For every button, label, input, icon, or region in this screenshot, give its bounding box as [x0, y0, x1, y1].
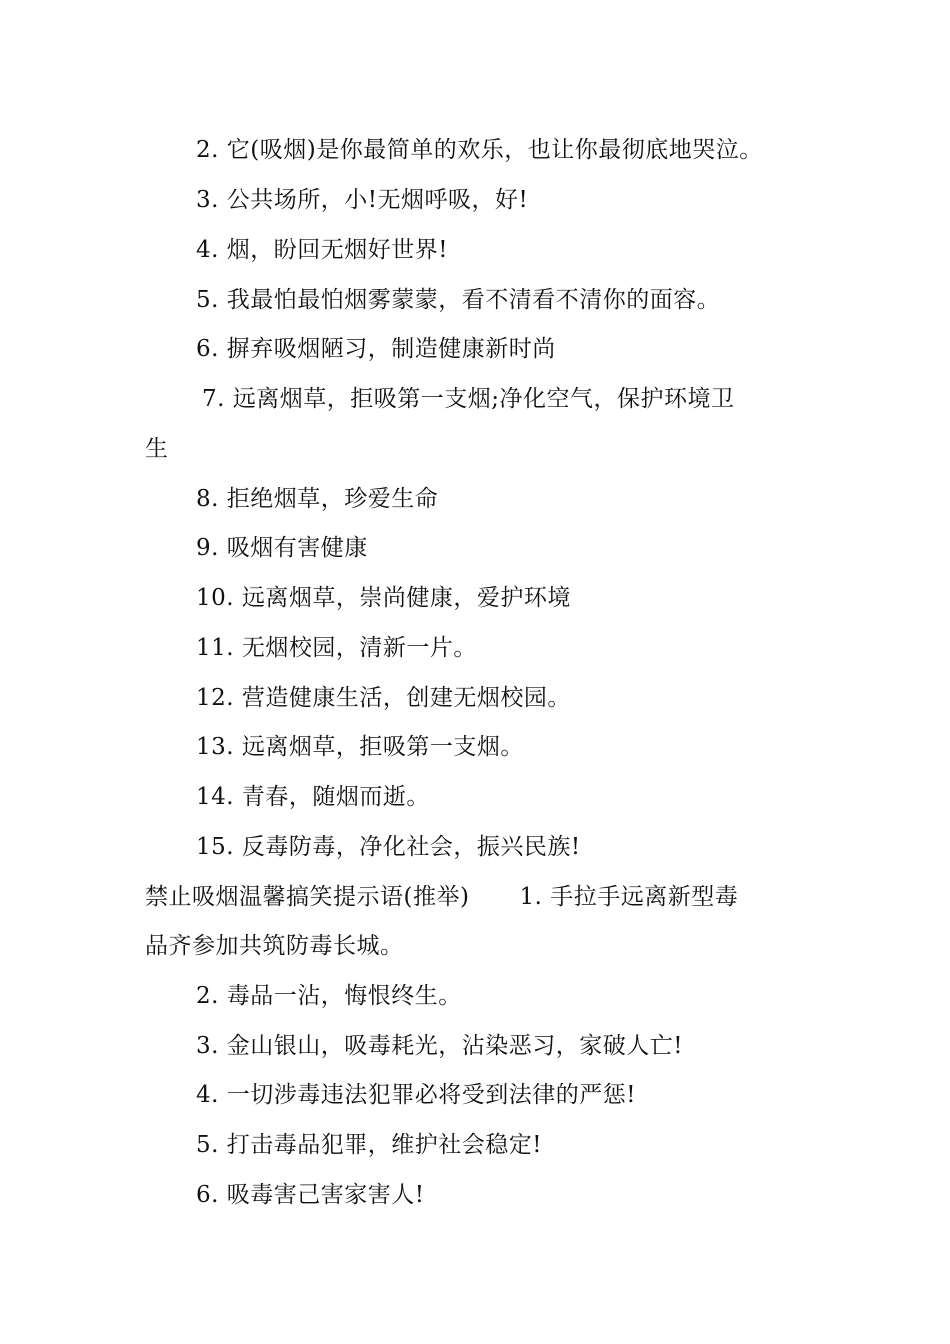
list-item: 2. 它(吸烟)是你最简单的欢乐，也让你最彻底地哭泣。	[196, 137, 763, 163]
list-item: 15. 反毒防毒，净化社会，振兴民族!	[196, 834, 581, 860]
list-item: 8. 拒绝烟草，珍爱生命	[196, 486, 439, 512]
list-item: 5. 打击毒品犯罪，维护社会稳定!	[196, 1132, 542, 1158]
list-item: 11. 无烟校园，清新一片。	[196, 635, 477, 661]
list-item: 7. 远离烟草，拒吸第一支烟;净化空气，保护环境卫	[202, 386, 735, 412]
list-item: 2. 毒品一沾，悔恨终生。	[196, 983, 462, 1009]
list-item: 13. 远离烟草，拒吸第一支烟。	[196, 734, 524, 760]
list-item: 14. 青春，随烟而逝。	[196, 784, 430, 810]
list-item: 10. 远离烟草，崇尚健康，爱护环境	[196, 585, 571, 611]
list-item: 12. 营造健康生活，创建无烟校园。	[196, 685, 571, 711]
list-item: 6. 吸毒害己害家害人!	[196, 1182, 425, 1208]
list-item: 5. 我最怕最怕烟雾蒙蒙，看不清看不清你的面容。	[196, 287, 721, 313]
section-heading-row	[145, 882, 815, 912]
list-item: 3. 金山银山，吸毒耗光，沾染恶习，家破人亡!	[196, 1033, 683, 1059]
list-item: 3. 公共场所，小!无烟呼吸，好!	[196, 187, 529, 213]
list-item-continuation: 品齐参加共筑防毒长城。	[145, 933, 404, 959]
section-heading: 禁止吸烟温馨搞笑提示语(推举)	[145, 884, 470, 910]
list-item: 9. 吸烟有害健康	[196, 535, 368, 561]
list-item: 1. 手拉手远离新型毒	[519, 884, 739, 910]
list-item-continuation: 生	[145, 436, 169, 462]
list-item: 6. 摒弃吸烟陋习，制造健康新时尚	[196, 336, 556, 362]
list-item: 4. 一切涉毒违法犯罪必将受到法律的严惩!	[196, 1082, 636, 1108]
list-item: 4. 烟，盼回无烟好世界!	[196, 237, 448, 263]
